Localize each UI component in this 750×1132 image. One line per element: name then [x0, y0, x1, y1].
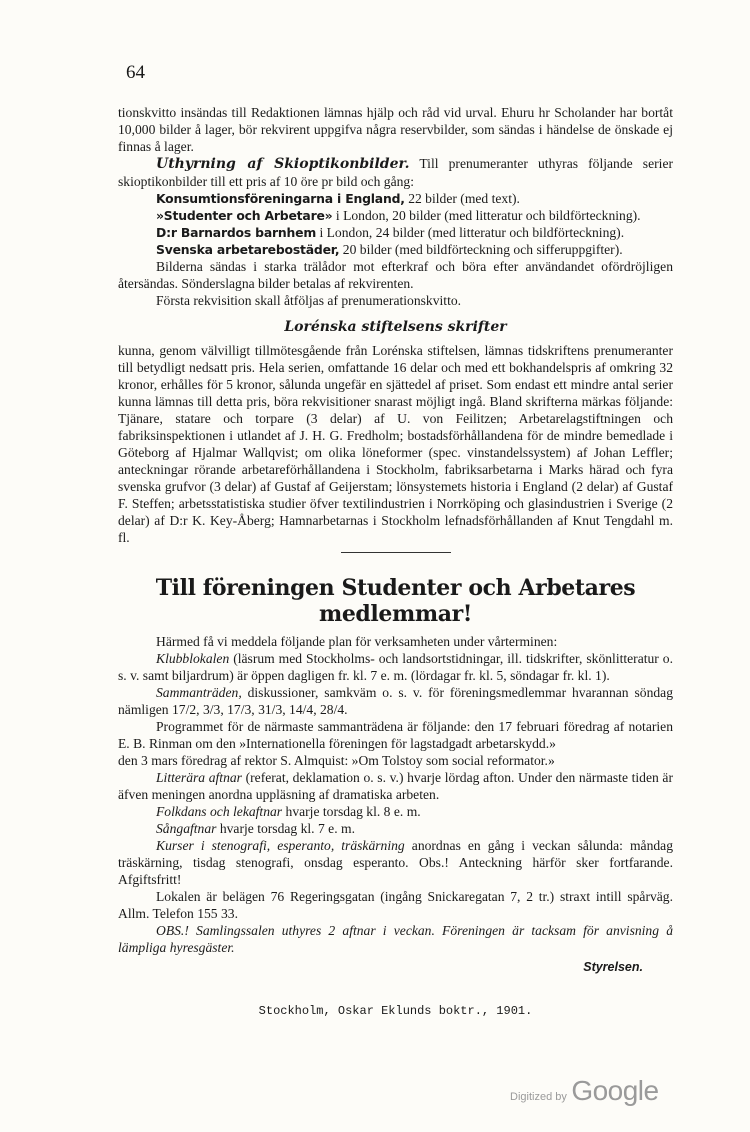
song-text: hvarje torsdag kl. 7 e. m. — [219, 821, 355, 836]
series-detail: i London, 20 bilder (med litteratur och bildförteckning). — [335, 208, 641, 223]
obs-paragraph: OBS.! Samlingssalen uthyres 2 aftnar i veckan. Föreningen är tacksam för anvisning å lämpliga hyresgäster. — [118, 923, 673, 955]
series-name: D:r Barnardos barnhem — [156, 225, 317, 240]
folkdance-label: Folkdans och lekaftnar — [156, 804, 283, 819]
series-detail: 20 bilder (med bildförteckning och sifferuppgifter). — [342, 242, 623, 257]
series-detail: i London, 24 bilder (med litteratur och bildförteckning). — [319, 225, 625, 240]
series-item — [118, 224, 673, 241]
google-logo: Google — [571, 1075, 659, 1106]
members-title: Till föreningen Studenter och Arbetares medlemmar! — [155, 575, 636, 627]
series-detail: 22 bilder (med text). — [408, 191, 520, 206]
series-item — [118, 241, 673, 258]
page-number: 64 — [126, 62, 145, 83]
page-body — [118, 60, 673, 1018]
series-name: Svenska arbetarebostäder, — [156, 242, 340, 257]
rental-paragraph — [118, 155, 673, 190]
shipping-paragraph: Bilderna sändas i starka trälådor mot efterkraf och böra efter användandet ofördröjligen återsändas. Sönderslagna bilder betalas af rekvirenten. — [118, 259, 673, 291]
meetings-text: diskussioner, samkväm o. s. v. för föreningsmedlemmar hvarannan söndag nämligen 17/2, 3/3, 17/3, 31/3, 14/4, 28/4. — [118, 685, 673, 717]
literary-paragraph — [118, 769, 673, 803]
series-item — [118, 190, 673, 207]
courses-text: anordnas en gång i veckan sålunda: måndag träskärning, tisdag stenografi, onsdag esperanto. Obs.! Anteckning härför sker fortfarande. Afgiftsfritt! — [118, 838, 673, 887]
meetings-label: Sammanträden, — [156, 685, 242, 700]
courses-paragraph — [118, 837, 673, 888]
rental-heading: Uthyrning af Skioptikonbilder. — [156, 156, 410, 172]
courses-label: Kurser i stenografi, esperanto, träskärning — [156, 838, 405, 853]
plan-lead: Härmed få vi meddela följande plan för verksamheten under vårterminen: — [156, 634, 558, 649]
club-paragraph — [118, 650, 673, 684]
first-order-paragraph: Första rekvisition skall åtföljas af prenumerationskvitto. — [156, 293, 462, 308]
section-divider — [341, 552, 451, 553]
literary-text: (referat, deklamation o. s. v.) hvarje lördag afton. Under den närmaste tiden är äfven meningen anordna uppläsning af dramatiska arbeten. — [118, 770, 673, 802]
watermark-prefix: Digitized by — [510, 1091, 567, 1103]
meetings-paragraph — [118, 684, 673, 718]
song-label: Sångaftnar — [156, 821, 217, 836]
intro-paragraph: tionskvitto insändas till Redaktionen lämnas hjälp och råd vid urval. Ehuru hr Scholander har bortåt 10,000 bilder å lager, bör rekvirent uppgifva några reservbilder, som sändas i händelse de önskade ej finnas å lager. — [118, 105, 673, 154]
program-paragraph: Programmet för de närmaste sammanträdena är följande: den 17 februari föredrag af notarien E. B. Rinman om den »Internationella föreningen för lagstadgadt arbetarskydd.» — [118, 719, 673, 751]
folkdance-paragraph — [118, 803, 673, 820]
lorenska-heading: Lorénska stiftelsens skrifter — [284, 319, 507, 335]
printer-imprint: Stockholm, Oskar Eklunds boktr., 1901. — [258, 1004, 533, 1018]
program-paragraph-2: den 3 mars föredrag af rektor S. Almquist: »Om Tolstoy som social reformator.» — [118, 753, 555, 768]
club-text: (läsrum med Stockholms- och landsortstidningar, ill. tidskrifter, skönlitteratur o. s. v. samt biljardrum) är öppen dagligen fr. kl. 7 e. m. (lördagar fr. kl. 5, söndagar fr. kl. 1). — [118, 651, 673, 683]
series-item — [118, 207, 673, 224]
lorenska-body: kunna, genom välvilligt tillmötesgående från Lorénska stiftelsen, lämnas tidskriftens prenumeranter till betydligt nedsatt pris. Hela serien, omfattande 16 delar och med ett bokhandelspris af omkring 32 kronor, erhålles för 5 kronor, sålunda ungefär en sjättedel af priset. Som endast ett mindre antal serier kunna lämnas till detta pris, böra rekvisitioner snarast möjligt ingå. Bland skrifterna märkas följande: Tjänare, statare och torpare (3 delar) af U. von Feilitzen; Arbetarelagstiftningen och fabriksinspektionen i utlandet af J. H. G. Fredholm; bostadsförhållandena för de mindre bemedlade i Göteborg af Hjalmar Wallqvist; om olika löneformer (spec. vinstandelssystem) af Johan Leffler; anteckningar rörande arbetareförhållandena i Stockholm, fabriksarbetarna i Marks härad och fyra svenska grufvor (3 delar) af Gustaf af Geijerstam; lönsystemets historia i England (2 delar) af Gustaf F. Steffen; arbetsstatistiska studier öfver textilindustrien i Norrköping och glasindustrien i Sverige (2 delar) af D:r K. Key-Åberg; Hamnarbetarnas i Stockholm lefnadsförhållanden af Knut Tengdahl m. fl. — [118, 343, 673, 545]
literary-label: Litterära aftnar — [156, 770, 242, 785]
series-name: »Studenter och Arbetare» — [156, 208, 333, 223]
club-label: Klubblokalen — [156, 651, 230, 666]
song-paragraph — [118, 820, 673, 837]
location-paragraph: Lokalen är belägen 76 Regeringsgatan (ingång Snickaregatan 7, 2 tr.) straxt intill spårväg. Allm. Telefon 155 33. — [118, 889, 673, 921]
series-name: Konsumtionsföreningarna i England, — [156, 191, 405, 206]
folkdance-text: hvarje torsdag kl. 8 e. m. — [285, 804, 421, 819]
signature: Styrelsen. — [583, 960, 643, 974]
rental-text: Till prenumeranter uthyras följande serier skioptikonbilder till ett pris af 10 öre pr bild och gång: — [118, 156, 673, 189]
google-watermark — [510, 1075, 659, 1107]
